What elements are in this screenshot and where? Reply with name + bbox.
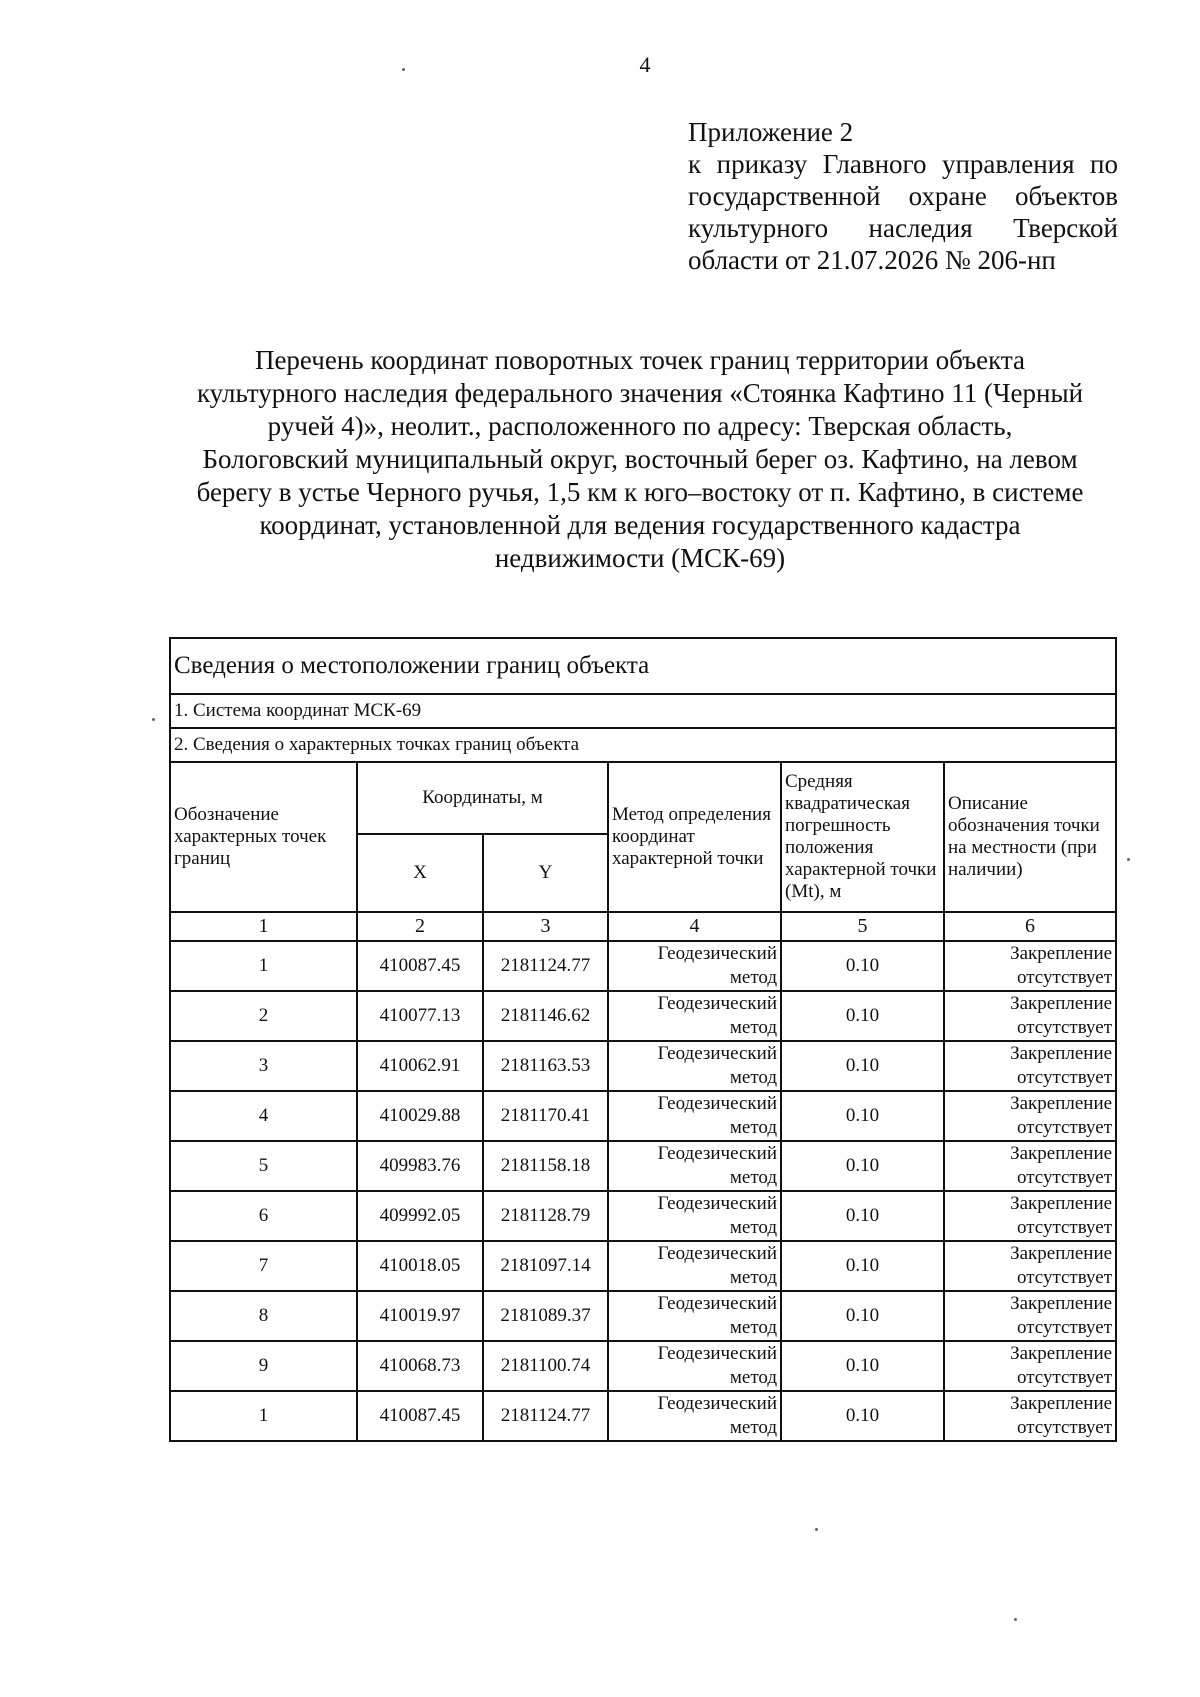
y-coordinate: 2181146.62 [483, 991, 608, 1041]
y-coordinate: 2181124.77 [483, 941, 608, 991]
coordinates-table [169, 637, 1117, 1442]
point-number: 1 [170, 1391, 357, 1441]
error-cell: 0.10 [781, 1291, 944, 1341]
appendix-line: Приложение 2 [688, 117, 854, 147]
y-coordinate: 2181089.37 [483, 1291, 608, 1341]
column-number: 3 [483, 912, 608, 941]
error-cell: 0.10 [781, 1041, 944, 1091]
column-number: 5 [781, 912, 944, 941]
method-cell: Геодезический метод [608, 1141, 781, 1191]
x-coordinate: 409992.05 [357, 1191, 483, 1241]
description-cell: Закрепление отсутствует [944, 1141, 1116, 1191]
y-coordinate: 2181163.53 [483, 1041, 608, 1091]
scan-speck [1127, 858, 1130, 861]
y-coordinate: 2181100.74 [483, 1341, 608, 1391]
appendix-line: государственной охране объектов [688, 181, 1118, 211]
header-coordinates: Координаты, м [357, 762, 608, 834]
header-error: Средняя квадратическая погрешность положения характерной точки (Mt), м [781, 762, 944, 912]
column-number: 1 [170, 912, 357, 941]
description-cell: Закрепление отсутствует [944, 1391, 1116, 1441]
description-cell: Закрепление отсутствует [944, 941, 1116, 991]
x-coordinate: 410077.13 [357, 991, 483, 1041]
x-coordinate: 409983.76 [357, 1141, 483, 1191]
header-description: Описание обозначения точки на местности (при наличии) [944, 762, 1116, 912]
method-cell: Геодезический метод [608, 941, 781, 991]
page-number: 4 [639, 52, 651, 77]
error-cell: 0.10 [781, 1141, 944, 1191]
table-row [170, 1141, 1116, 1191]
scan-speck [402, 68, 405, 71]
x-coordinate: 410029.88 [357, 1091, 483, 1141]
error-cell: 0.10 [781, 1341, 944, 1391]
coordinate-system-label: 1. Система координат МСК-69 [170, 694, 1116, 728]
description-cell: Закрепление отсутствует [944, 1091, 1116, 1141]
y-coordinate: 2181158.18 [483, 1141, 608, 1191]
column-number: 6 [944, 912, 1116, 941]
table-row [170, 941, 1116, 991]
error-cell: 0.10 [781, 941, 944, 991]
error-cell: 0.10 [781, 1091, 944, 1141]
appendix-header [688, 116, 1118, 276]
description-cell: Закрепление отсутствует [944, 1341, 1116, 1391]
scan-speck [815, 1528, 818, 1531]
error-cell: 0.10 [781, 1391, 944, 1441]
scan-speck [152, 718, 155, 721]
header-y: Y [483, 834, 608, 912]
appendix-line: области от 21.07.2026 № 206-нп [688, 245, 1056, 275]
table-row [170, 1291, 1116, 1341]
point-number: 4 [170, 1091, 357, 1141]
x-coordinate: 410019.97 [357, 1291, 483, 1341]
column-number: 2 [357, 912, 483, 941]
point-number: 9 [170, 1341, 357, 1391]
point-number: 7 [170, 1241, 357, 1291]
method-cell: Геодезический метод [608, 1241, 781, 1291]
description-cell: Закрепление отсутствует [944, 991, 1116, 1041]
description-cell: Закрепление отсутствует [944, 1291, 1116, 1341]
x-coordinate: 410062.91 [357, 1041, 483, 1091]
section-title: Сведения о местоположении границ объекта [170, 638, 1116, 694]
title-line: координат, установленной для ведения государственного кадастра [259, 510, 1021, 540]
header-method: Метод определения координат характерной точки [608, 762, 781, 912]
x-coordinate: 410068.73 [357, 1341, 483, 1391]
error-cell: 0.10 [781, 1241, 944, 1291]
method-cell: Геодезический метод [608, 1391, 781, 1441]
method-cell: Геодезический метод [608, 1291, 781, 1341]
y-coordinate: 2181170.41 [483, 1091, 608, 1141]
table-row [170, 1241, 1116, 1291]
description-cell: Закрепление отсутствует [944, 1191, 1116, 1241]
point-number: 3 [170, 1041, 357, 1091]
method-cell: Геодезический метод [608, 991, 781, 1041]
y-coordinate: 2181097.14 [483, 1241, 608, 1291]
table-row [170, 1191, 1116, 1241]
title-line: Перечень координат поворотных точек границ территории объекта [254, 345, 1026, 375]
method-cell: Геодезический метод [608, 1091, 781, 1141]
x-coordinate: 410087.45 [357, 1391, 483, 1441]
appendix-line: к приказу Главного управления по [688, 149, 1118, 179]
table-row [170, 1341, 1116, 1391]
method-cell: Геодезический метод [608, 1041, 781, 1091]
method-cell: Геодезический метод [608, 1341, 781, 1391]
description-cell: Закрепление отсутствует [944, 1241, 1116, 1291]
appendix-line: культурного наследия Тверской [688, 213, 1118, 243]
x-coordinate: 410018.05 [357, 1241, 483, 1291]
point-number: 2 [170, 991, 357, 1041]
title-line: Бологовский муниципальный округ, восточный берег оз. Кафтино, на левом [202, 444, 1078, 474]
table-row [170, 1091, 1116, 1141]
description-cell: Закрепление отсутствует [944, 1041, 1116, 1091]
document-title [165, 344, 1115, 575]
table-row [170, 991, 1116, 1041]
points-section-label: 2. Сведения о характерных точках границ объекта [170, 728, 1116, 762]
x-coordinate: 410087.45 [357, 941, 483, 991]
title-line: берегу в устье Черного ручья, 1,5 км к юго–востоку от п. Кафтино, в системе [196, 477, 1084, 507]
point-number: 6 [170, 1191, 357, 1241]
header-x: X [357, 834, 483, 912]
point-number: 1 [170, 941, 357, 991]
title-line: культурного наследия федерального значения «Стоянка Кафтино 11 (Черный [196, 378, 1084, 408]
header-designation: Обозначение характерных точек границ [170, 762, 357, 912]
point-number: 8 [170, 1291, 357, 1341]
table-row [170, 1041, 1116, 1091]
table-row [170, 1391, 1116, 1441]
column-number: 4 [608, 912, 781, 941]
column-number-row [170, 912, 1116, 941]
title-line: недвижимости (МСК-69) [494, 543, 786, 573]
title-line: ручей 4)», неолит., расположенного по адресу: Тверская область, [267, 411, 1013, 441]
method-cell: Геодезический метод [608, 1191, 781, 1241]
error-cell: 0.10 [781, 991, 944, 1041]
point-number: 5 [170, 1141, 357, 1191]
y-coordinate: 2181128.79 [483, 1191, 608, 1241]
error-cell: 0.10 [781, 1191, 944, 1241]
y-coordinate: 2181124.77 [483, 1391, 608, 1441]
scan-speck [1014, 1618, 1017, 1621]
